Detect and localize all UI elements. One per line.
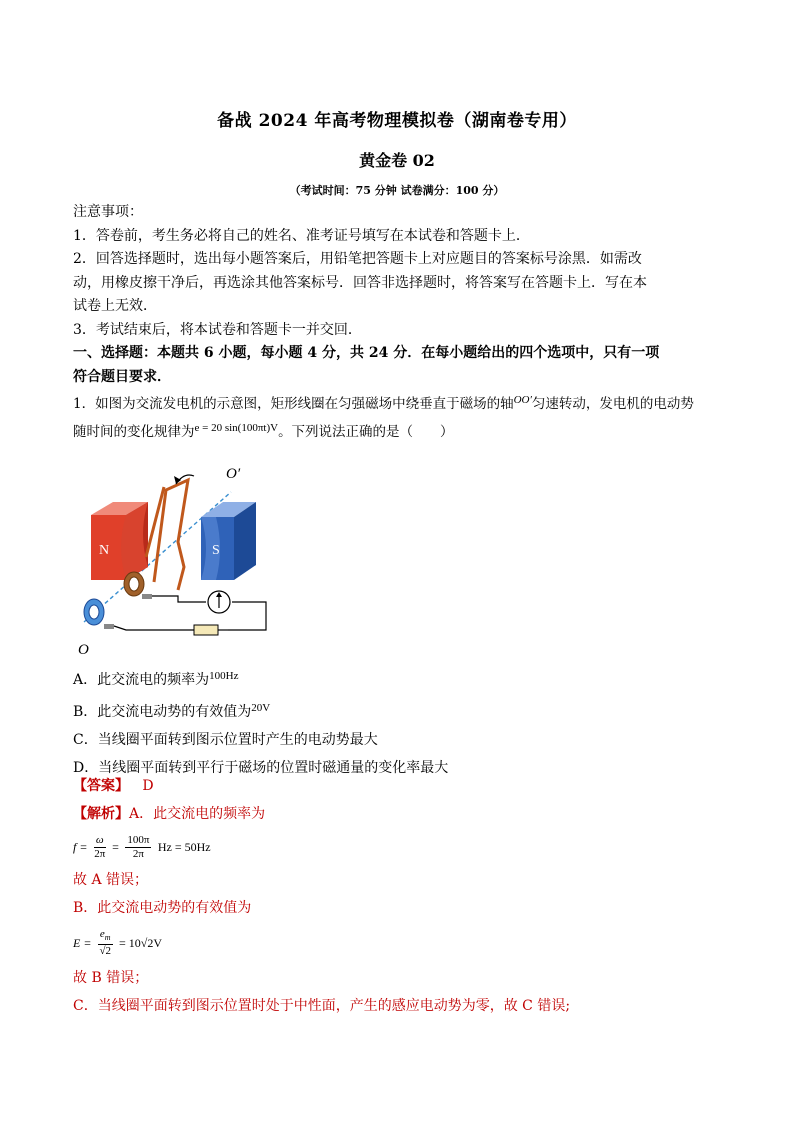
question-1-stem-part-4: 。下列说法正确的是（ ） <box>278 423 454 440</box>
resistor <box>194 625 218 635</box>
answer-value: D <box>142 778 154 794</box>
instructions-block <box>73 201 723 444</box>
formula-e <box>73 922 570 964</box>
option-b <box>73 694 448 726</box>
formula-f-frac-1-den: 2π <box>94 847 106 860</box>
formula-e-num <box>98 928 113 945</box>
notes-item-2-line-2: 动，用橡皮擦干净后，再选涂其他答案标号．回答非选择题时，将答案写在答题卡上．写在本 <box>73 274 647 291</box>
question-1-stem-line-2 <box>73 417 723 445</box>
circuit-wire-top <box>152 596 206 602</box>
answer-label: 【答案】 <box>73 778 129 794</box>
analysis-a-line <box>73 800 570 828</box>
emf-formula: e = 20 sin(100πt)V <box>194 421 279 434</box>
circuit-wire-bottom <box>114 626 194 630</box>
formula-e-lhs: E = <box>73 936 92 950</box>
section-heading-line-2: 符合题目要求． <box>73 368 171 385</box>
conclusion-a: 故 A 错误； <box>73 872 149 888</box>
formula-f-frac-1-num: ω <box>95 833 104 846</box>
notes-item-1: 1．答卷前，考生务必将自己的姓名、准考证号填写在本试卷和答题卡上． <box>73 227 530 244</box>
label-o-prime: O′ <box>226 466 241 482</box>
analysis-b: B．此交流电动势的有效值为 <box>73 900 252 916</box>
label-s: S <box>212 543 220 558</box>
question-1-stem-part-1: 1．如图为交流发电机的示意图，矩形线圈在匀强磁场中绕垂直于磁场的轴 <box>73 396 514 412</box>
notes-item-3: 3．考试结束后，将本试卷和答题卡一并交回． <box>73 321 362 338</box>
option-c: C．当线圈平面转到图示位置时产生的电动势最大 <box>73 732 378 748</box>
formula-e-frac <box>98 928 113 958</box>
answer-line <box>73 772 570 800</box>
option-b-value: 20V <box>251 702 271 714</box>
question-1-stem-line-1 <box>73 389 723 417</box>
formula-f-lhs: f = <box>73 840 88 854</box>
analysis-a-text: A．此交流电的频率为 <box>129 806 266 822</box>
formula-f-frac-2-num: 100π <box>127 833 150 846</box>
formula-f-frac-1 <box>94 834 106 861</box>
ac-generator-figure <box>66 462 276 657</box>
formula-f-rhs: Hz = 50Hz <box>157 840 211 854</box>
label-n: N <box>99 543 110 558</box>
option-a <box>73 662 448 694</box>
formula-e-rhs: = 10√2V <box>119 936 163 950</box>
analysis-label: 【解析】 <box>73 806 129 822</box>
section-heading-line-1: 一、选择题：本题共 6 小题，每小题 4 分，共 24 分．在每小题给出的四个选项中，只有一项 <box>73 345 660 361</box>
formula-f-eq: = <box>112 840 119 854</box>
analysis-c: C．当线圈平面转到图示位置时处于中性面，产生的感应电动势为零，故 C 错误; <box>73 998 571 1014</box>
magnet-s <box>201 502 256 580</box>
magnet-n <box>91 502 148 580</box>
question-1-stem-part-2: 匀速转动，发电机的电动势 <box>531 396 694 412</box>
answer-and-analysis <box>73 772 570 1020</box>
notes-heading: 注意事项： <box>73 204 143 220</box>
page-subtitle: 黄金卷 02 <box>359 151 435 170</box>
coil <box>154 480 188 590</box>
conclusion-b: 故 B 错误； <box>73 970 149 986</box>
formula-e-num-sub: m <box>104 933 111 943</box>
option-d: D．当线圈平面转到平行于磁场的位置时磁通量的变化率最大 <box>73 760 449 776</box>
formula-f-frac-2 <box>125 834 151 861</box>
label-o: O <box>78 642 89 657</box>
formula-f <box>73 828 570 866</box>
option-a-text: A．此交流电的频率为 <box>73 672 210 688</box>
option-b-text: B．此交流电动势的有效值为 <box>73 704 252 720</box>
axis-symbol: OO′ <box>513 394 532 406</box>
formula-e-num-main: e <box>99 927 105 940</box>
page-title: 备战 2024 年高考物理模拟卷（湖南卷专用） <box>217 111 577 131</box>
question-1-options <box>73 662 448 782</box>
option-a-value: 100Hz <box>209 670 239 682</box>
notes-item-2-line-1: 2．回答选择题时，选出每小题答案后，用铅笔把答题卡上对应题目的答案标号涂黑．如需改 <box>73 251 642 267</box>
formula-f-frac-2-den: 2π <box>132 847 144 860</box>
notes-item-2-line-3: 试卷上无效． <box>73 298 157 314</box>
question-1-stem-part-3: 随时间的变化规律为 <box>73 423 195 440</box>
exam-info: （考试时间：75 分钟 试卷满分：100 分） <box>289 184 505 197</box>
formula-e-den: √2 <box>99 945 111 958</box>
